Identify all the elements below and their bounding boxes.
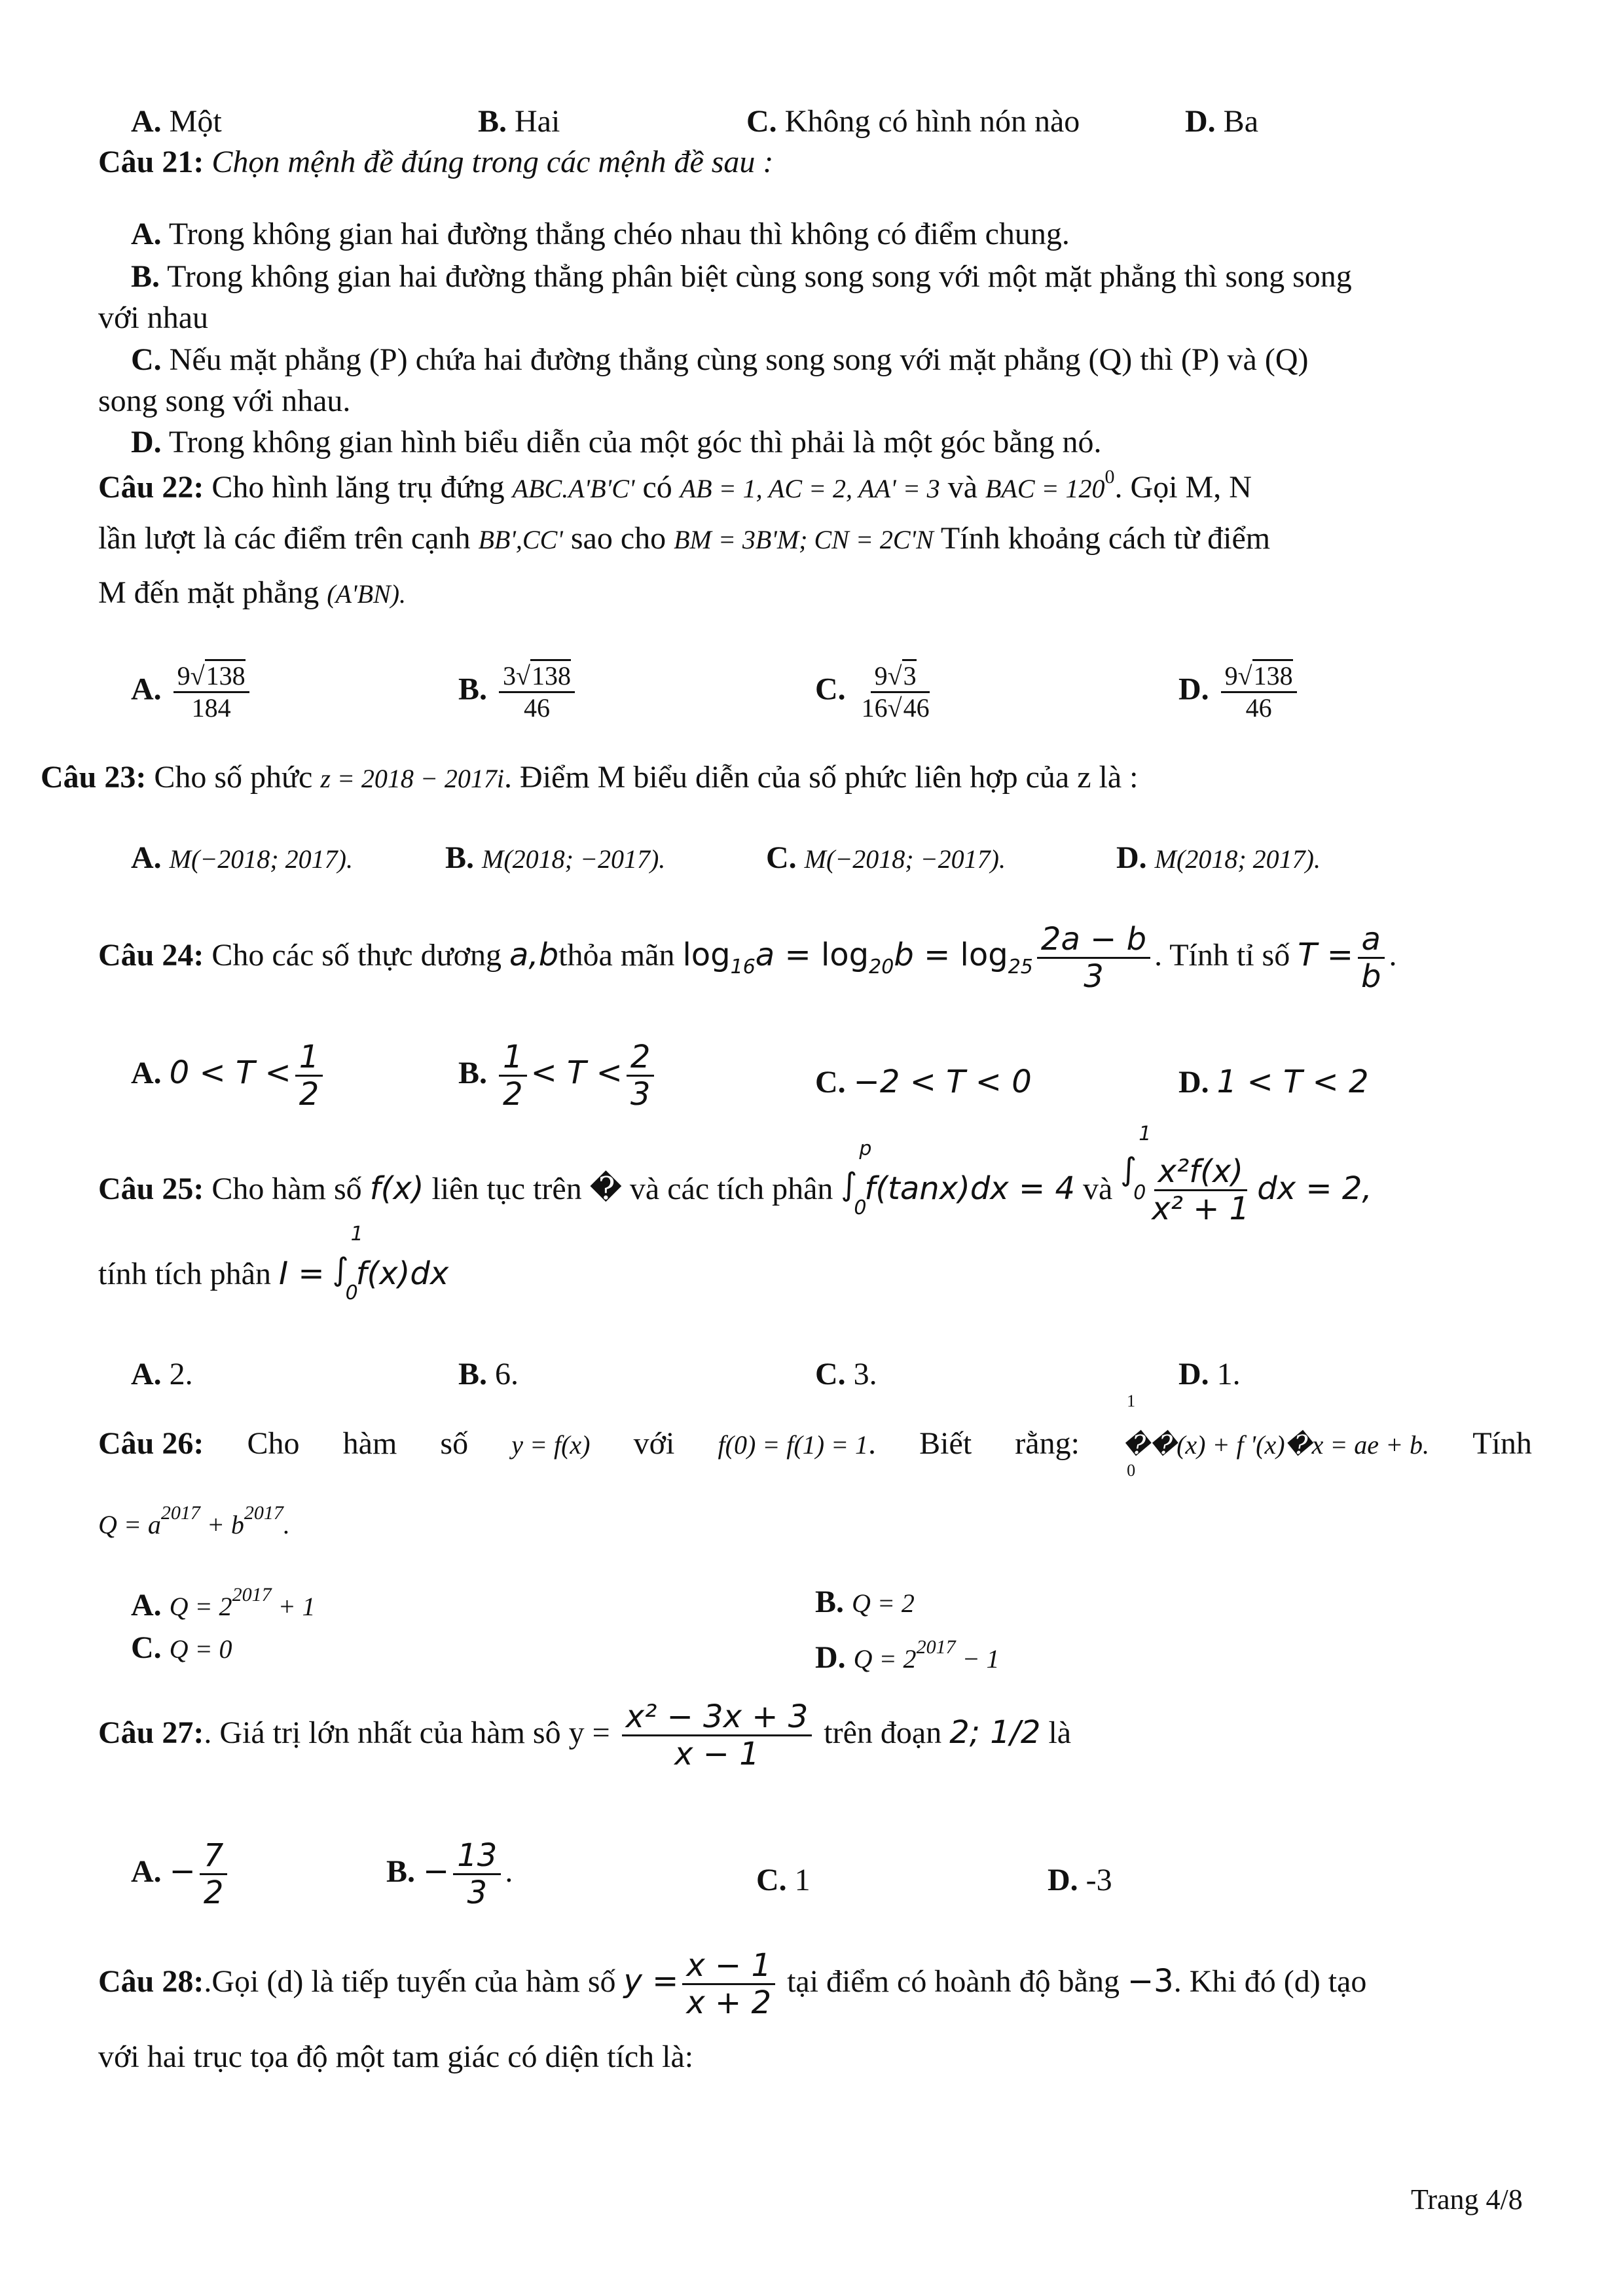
q24-option-c: C. −2 < T < 0 (815, 1064, 1032, 1100)
q25-option-c: C. 3. (815, 1357, 877, 1391)
q20-option-a: A. Một (131, 104, 222, 139)
q27-option-c: C. 1 (756, 1863, 811, 1897)
q21-option-b-cont: với nhau (98, 300, 209, 335)
q23-header: Câu 23: Cho số phức z = 2018 − 2017i. Điểm M biểu diễn của số phức liên hợp của z là : (41, 760, 1139, 795)
q22-option-d: D. $\frac{9√138}{46}$ (1178, 662, 1301, 722)
q26-header: Câu 26: Cho hàm số y = f(x) với f(0) = f(1) = 1. Biết rằng: 1 0 ��(x) + f '(x)�x = ae + b. Tính (98, 1391, 1532, 1480)
q27-option-b: B. − $\frac{13}{3}$ . (386, 1837, 513, 1912)
q25-header: Câu 25: Cho hàm số f(x) liên tục trên � và các tích phân p ∫ 0 f(tanx)dx = 4 và 1 ∫ 0 $\frac{\text{x²f(x)}}{\text{x² + 1}}$ dx = 2, (98, 1122, 1372, 1228)
q27-option-a: A. − $\frac{7}{2}$ (131, 1839, 231, 1910)
q27-option-d: D. -3 (1048, 1863, 1112, 1897)
q24-option-b: B. $\frac{1}{2}$ < T < $\frac{2}{3}$ (458, 1041, 658, 1111)
q25-option-b: B. 6. (458, 1357, 519, 1391)
q28-line2: với hai trục tọa độ một tam giác có diện tích là: (98, 2039, 694, 2074)
q24-option-d: D. 1 < T < 2 (1178, 1064, 1369, 1100)
q26-option-c: C. Q = 0 (131, 1630, 232, 1665)
q26-option-b: B. Q = 2 (815, 1585, 915, 1619)
q24-header: Câu 24: Cho các số thực dương a,bthỏa mãn $\log_{16}a = \log_{20}b = \log_{25}$ $\frac{2a - b}{3}$ . Tính tỉ số T = $\frac{a}{b}$ . (98, 921, 1397, 996)
q26-option-a: A. $Q = 2^{2017} + 1$ (131, 1584, 316, 1623)
q22-line2: lần lượt là các điểm trên cạnh BB',CC' sao cho BM = 3B'M; CN = 2C'N Tính khoảng cách từ điểm (98, 521, 1271, 556)
q20-option-d: D. Ba (1185, 104, 1258, 139)
q26-line2: $Q = a^{2017} + b^{2017}$. (98, 1502, 290, 1539)
q25-option-a: A. 2. (131, 1357, 193, 1391)
q27-header: Câu 27:. Giá trị lớn nhất của hàm sô y = $\frac{\text{x² − 3x + 3}}{x - 1}$ trên đoạn 2; 1/2 là (98, 1698, 1072, 1773)
q21-header: Câu 21: Chọn mệnh đề đúng trong các mệnh đề sau : (98, 145, 774, 179)
angle-bac: BAC = 120 (985, 474, 1105, 503)
q23-option-d: D. M(2018; 2017). (1116, 840, 1321, 875)
q20-option-c: C. Không có hình nón nào (746, 104, 1080, 139)
q23-option-a: A. M(−2018; 2017). (131, 840, 353, 875)
q20-option-b: B. Hai (478, 104, 560, 139)
q21-option-c-cont: song song với nhau. (98, 384, 351, 418)
interval: 2; 1/2 (949, 1713, 1041, 1751)
q22-option-a: A. $\frac{9√138}{184}$ (131, 662, 253, 722)
q21-option-c: C. Nếu mặt phẳng (P) chứa hai đường thẳng cùng song song với mặt phẳng (Q) thì (P) và (Q) (131, 342, 1309, 377)
q21-option-b: B. Trong không gian hai đường thẳng phân biệt cùng song song với một mặt phẳng thì song song (131, 259, 1352, 294)
q23-option-c: C. M(−2018; −2017). (766, 840, 1006, 875)
integral-sign: ∫ (841, 1166, 858, 1203)
q21-option-a: A. Trong không gian hai đường thẳng chéo nhau thì không có điểm chung. (131, 217, 1070, 251)
q24-option-a: A. 0 < T < $\frac{1}{2}$ (131, 1041, 327, 1111)
page-number: Trang 4/8 (1411, 2183, 1523, 2215)
q21-option-d: D. Trong không gian hình biểu diễn của một góc thì phải là một góc bằng nó. (131, 425, 1102, 459)
q22-line3: M đến mặt phẳng (A'BN). (98, 575, 407, 610)
q22-option-c: C. $\frac{9√3}{16√46}$ (815, 662, 938, 722)
q22-option-b: B. $\frac{3√138}{46}$ (458, 662, 579, 722)
q25-option-d: D. 1. (1178, 1357, 1241, 1391)
q26-option-d: D. $Q = 2^{2017} - 1$ (815, 1636, 1000, 1675)
q28-header: Câu 28:.Gọi (d) là tiếp tuyến của hàm số y = $\frac{x - 1}{x + 2}$ tại điểm có hoành độ bằng −3. Khi đó (d) tạo (98, 1947, 1367, 2022)
q25-line2: tính tích phân I = 1 ∫ 0 f(x)dx (98, 1223, 449, 1304)
q22-line1: Câu 22: Cho hình lăng trụ đứng ABC.A'B'C' có AB = 1, AC = 2, AA' = 3 và BAC = $120^0$. Gọi M, N (98, 466, 1252, 505)
q23-option-b: B. M(2018; −2017). (445, 840, 666, 875)
unknown-glyph: � (589, 1171, 622, 1206)
